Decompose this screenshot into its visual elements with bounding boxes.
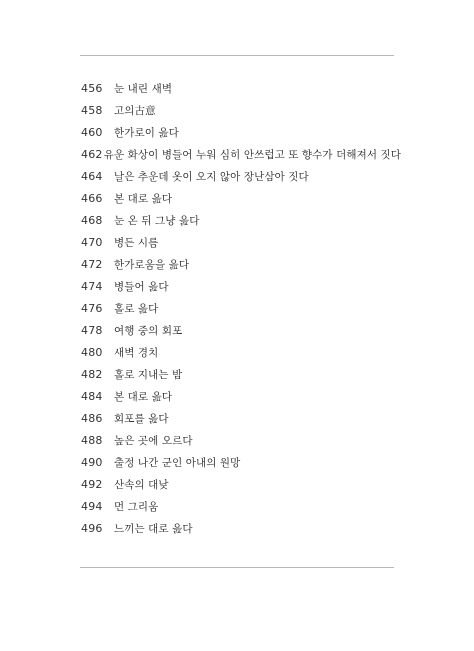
toc-page-number: 470: [81, 236, 103, 249]
toc-page-number: 482: [81, 368, 103, 381]
toc-page-number: 462: [81, 148, 103, 161]
toc-entry: [81, 518, 401, 540]
toc-page-number: 496: [81, 522, 103, 535]
toc-entry-title: 한가로움을 읊다: [114, 259, 190, 271]
toc-page-number: 466: [81, 192, 103, 205]
toc-page-number: 486: [81, 412, 103, 425]
top-divider: [80, 55, 394, 56]
toc-entry-title: 홀로 읊다: [114, 303, 159, 315]
toc-entry-title: 출정 나간 군인 아내의 원망: [114, 457, 241, 469]
toc-page-number: 484: [81, 390, 103, 403]
toc-entry: [81, 320, 401, 342]
toc-page-number: 474: [81, 280, 103, 293]
toc-entry-title: 고의古意: [114, 105, 156, 117]
toc-entry: [81, 496, 401, 518]
toc-entry: [81, 188, 401, 210]
toc-entry-title: 병든 시름: [114, 237, 159, 249]
toc-page-number: 458: [81, 104, 103, 117]
toc-page-number: 480: [81, 346, 103, 359]
toc-entry-title: 느끼는 대로 읊다: [114, 523, 193, 535]
toc-entry-title: 먼 그리움: [114, 501, 159, 513]
toc-entry: [81, 452, 401, 474]
toc-entry: [81, 386, 401, 408]
toc-entry: [81, 144, 401, 166]
toc-entry-title: 눈 내린 새벽: [114, 83, 173, 95]
toc-entry: [81, 232, 401, 254]
toc-entry: [81, 78, 401, 100]
toc-entry-title: 본 대로 읊다: [114, 391, 173, 403]
toc-page-number: 472: [81, 258, 103, 271]
toc-page-number: 490: [81, 456, 103, 469]
toc-entry: [81, 254, 401, 276]
toc-entry-title: 유운 화상이 병들어 누워 심히 안쓰럽고 또 향수가 더해져서 짓다: [103, 149, 401, 161]
toc-entry-title: 여행 중의 회포: [114, 325, 183, 337]
table-of-contents: [81, 78, 401, 540]
toc-page-number: 468: [81, 214, 103, 227]
toc-page-number: 478: [81, 324, 103, 337]
toc-entry: [81, 430, 401, 452]
toc-page-number: 494: [81, 500, 103, 513]
toc-page-number: 488: [81, 434, 103, 447]
toc-entry: [81, 342, 401, 364]
toc-entry: [81, 210, 401, 232]
toc-entry-title: 본 대로 읊다: [114, 193, 173, 205]
toc-entry-title: 회포를 읊다: [114, 413, 169, 425]
toc-entry-title: 새벽 경치: [114, 347, 159, 359]
toc-page-number: 464: [81, 170, 103, 183]
toc-entry: [81, 364, 401, 386]
toc-entry: [81, 122, 401, 144]
toc-entry-title: 높은 곳에 오르다: [114, 435, 193, 447]
toc-entry: [81, 166, 401, 188]
toc-page-number: 476: [81, 302, 103, 315]
toc-page-number: 456: [81, 82, 103, 95]
toc-page-number: 492: [81, 478, 103, 491]
toc-entry-title: 한가로이 읊다: [114, 127, 179, 139]
toc-entry-title: 날은 추운데 옷이 오지 않아 장난삼아 짓다: [114, 171, 309, 183]
toc-entry: [81, 298, 401, 320]
toc-entry: [81, 100, 401, 122]
toc-entry-title: 병들어 읊다: [114, 281, 169, 293]
toc-entry-title: 눈 온 뒤 그냥 읊다: [114, 215, 200, 227]
toc-entry-title: 산속의 대낮: [114, 479, 169, 491]
toc-page-number: 460: [81, 126, 103, 139]
bottom-divider: [80, 567, 394, 568]
toc-entry: [81, 474, 401, 496]
toc-entry: [81, 408, 401, 430]
toc-entry: [81, 276, 401, 298]
toc-entry-title: 홀로 지내는 밤: [114, 369, 183, 381]
